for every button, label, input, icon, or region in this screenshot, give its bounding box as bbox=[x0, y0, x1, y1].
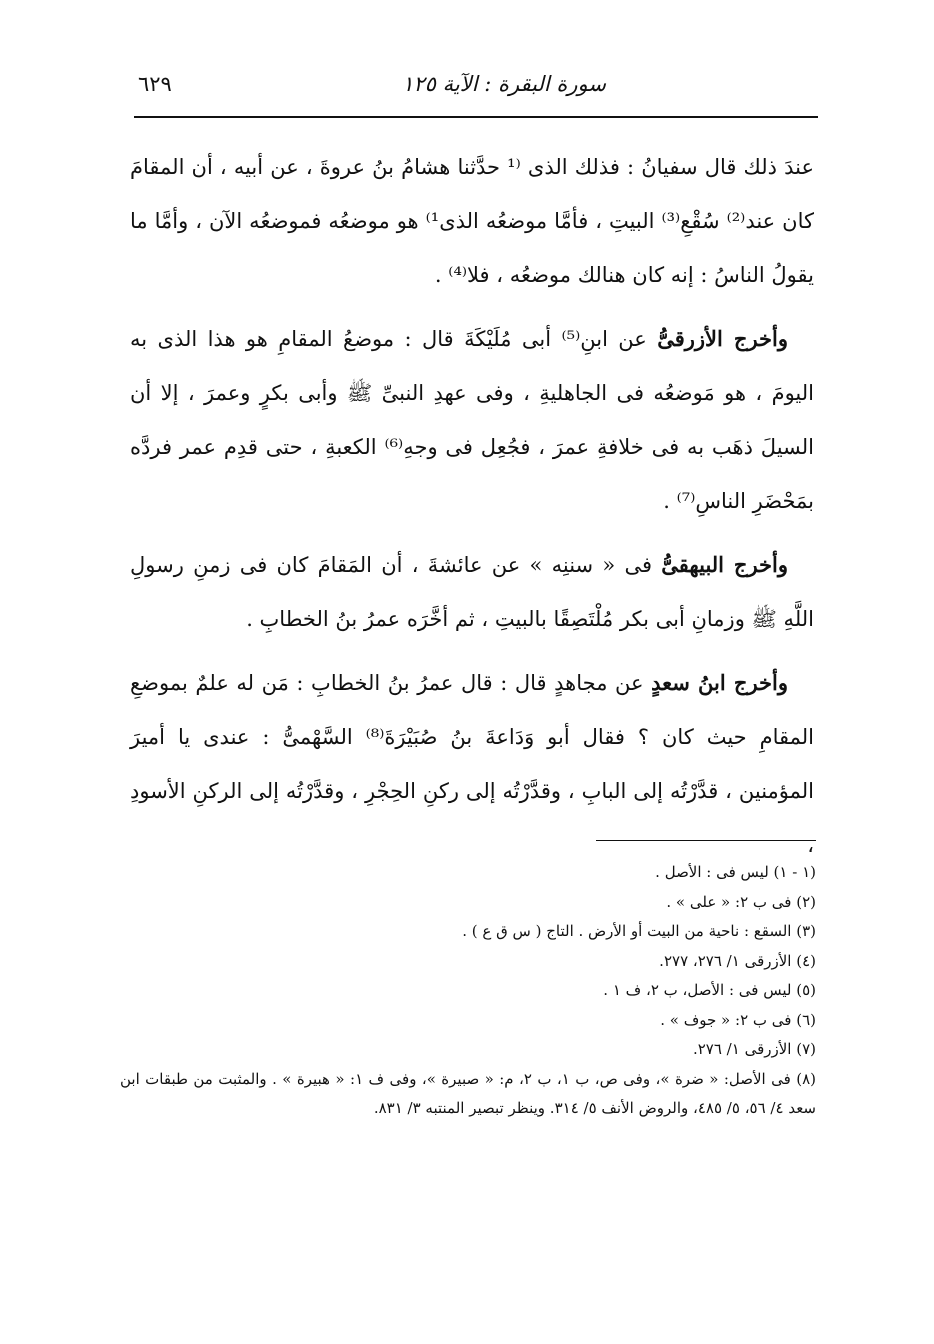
header-rule bbox=[134, 116, 818, 118]
paragraph-1 bbox=[130, 140, 814, 302]
paragraph-text: عن مجاهدٍ قال : قال عمرُ بنُ الخطابِ : مَن له علمٌ بموضعِ المقامِ حيث كان ؟ فقال أبو وَدَاعةَ بنُ صُبَيْرَةَ⁽⁸⁾ السَّهْمىُّ : عندى يا أميرَ المؤمنين ، قدَّرْتُه إلى البابِ ، وقدَّرْتُه إلى ركنِ الحِجْرِ ، وقدَّرْتُه إلى الركنِ الأسودِ ، bbox=[130, 671, 814, 857]
footnote-7: (٧) الأزرقى ١/ ٢٧٦. bbox=[692, 1040, 816, 1058]
footnotes bbox=[120, 858, 816, 1124]
page-number: ٦٢٩ bbox=[138, 72, 172, 96]
paragraph-text: فى « سننِه » عن عائشةَ ، أن المَقامَ كان فى زمنِ رسولِ اللَّهِ ﷺ وزمانِ أبى بكر مُلْتَصِقًا بالبيتِ ، ثم أخَّرَه عمرُ بنُ الخطابِ . bbox=[130, 553, 814, 631]
paragraph-text: عندَ ذلك قال سفيانُ : فذلك الذى ⁽¹ حدَّثنا هشامُ بنُ عروةَ ، عن أبيه ، أن المقامَ كان عند⁽²⁾ سُقْعِ⁽³⁾ البيتِ ، فأمَّا موضعُه الذى¹⁾ هو موضعُه فموضعُه الآن ، وأمَّا ما يقولُ الناسُ : إنه كان هنالك موضعُه ، فلا⁽⁴⁾ . bbox=[130, 155, 814, 287]
running-title: سورة البقرة : الآية ١٢٥ bbox=[402, 72, 606, 96]
footnote-6: (٦) فى ب ٢: « جوف » . bbox=[660, 1010, 816, 1029]
paragraph-3 bbox=[130, 538, 814, 646]
paragraph-lead: وأخرج الأزرقىُّ bbox=[657, 326, 788, 351]
paragraph-text: عن ابنِ⁽⁵⁾ أبى مُلَيْكَةَ قال : موضعُ المقامِ هو هذا الذى به اليومَ ، هو مَوضعُه فى الجاهليةِ ، وفى عهدِ النبىِّ ﷺ وأبى بكرٍ وعمرَ ، إلا أن السيلَ ذهَب به فى خلافةِ عمرَ ، فجُعِل فى وجهِ⁽⁶⁾ الكعبةِ ، حتى قدِم عمر فردَّه بمَحْضَرِ الناسِ⁽⁷⁾ . bbox=[130, 327, 814, 513]
footnote-8: (٨) فى الأصل: « ضرة »، وفى ص، ب ١، ب ٢، م: « صبيرة »، وفى ف ١: « هبيرة » . والمثبت من طبقات ابن سعد ٤/ ٥٦، ٥/ ٤٨٥، والروض الأنف ٥/ ٣١٤. وينظر تبصير المنتبه ٣/ ٨٣١. bbox=[120, 1069, 817, 1117]
footnote-4: (٤) الأزرقى ١/ ٢٧٦، ٢٧٧. bbox=[659, 951, 816, 970]
footnote-2: (٢) فى ب ٢: « على » . bbox=[666, 892, 816, 911]
footnote-1: (١ - ١) ليس فى : الأصل . bbox=[655, 863, 816, 881]
paragraph-2 bbox=[130, 312, 814, 528]
footnote-rule bbox=[596, 840, 816, 841]
footnote-3: (٣) السقع : ناحية من البيت أو الأرض . التاج ( س ق ع ) . bbox=[462, 922, 816, 940]
footnote-5: (٥) ليس فى : الأصل، ب ٢، ف ١ . bbox=[603, 981, 816, 999]
paragraph-lead: وأخرج ابنُ سعدٍ bbox=[651, 670, 788, 695]
main-text bbox=[130, 140, 814, 882]
paragraph-lead: وأخرج البيهقىُّ bbox=[661, 552, 788, 577]
page-header bbox=[138, 70, 816, 106]
